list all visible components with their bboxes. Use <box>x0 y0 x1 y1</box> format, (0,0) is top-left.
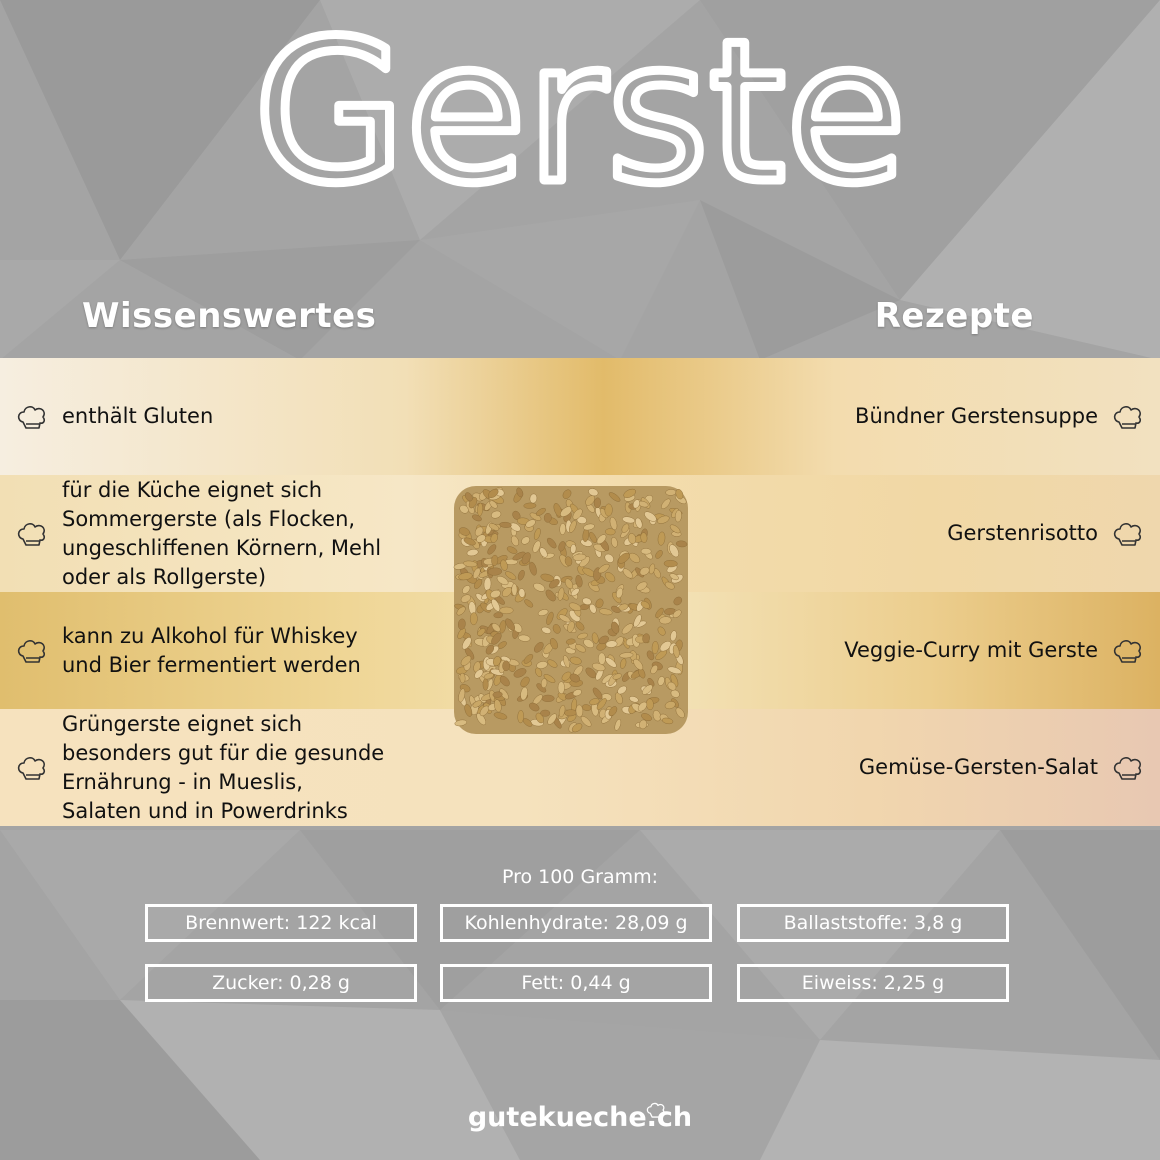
recipe-item-4[interactable] <box>859 709 1144 826</box>
fact-text: kann zu Alkohol für Whiskey und Bier fermentiert werden <box>62 623 361 677</box>
facts-heading: Wissenswertes <box>82 296 377 336</box>
recipe-label[interactable]: Gerstenrisotto <box>947 521 1098 545</box>
fact-item-2 <box>16 475 446 592</box>
chef-hat-icon <box>1112 637 1144 665</box>
title-text: Gerste <box>253 0 907 210</box>
nutrition-box-sugar: Zucker: 0,28 g <box>145 964 417 1002</box>
chef-hat-icon <box>16 637 48 665</box>
recipe-label[interactable]: Bündner Gerstensuppe <box>855 404 1098 428</box>
nutrition-box-energy: Brennwert: 122 kcal <box>145 904 417 942</box>
chef-hat-icon <box>1112 754 1144 782</box>
barley-grains-image <box>446 478 696 742</box>
recipe-label[interactable]: Gemüse-Gersten-Salat <box>858 755 1098 779</box>
chef-hat-icon <box>1112 403 1144 431</box>
recipe-item-2[interactable] <box>947 475 1144 592</box>
chef-hat-icon <box>16 754 48 782</box>
recipes-heading: Rezepte <box>874 296 1034 336</box>
recipe-item-3[interactable] <box>844 592 1144 709</box>
fact-item-1 <box>16 358 446 475</box>
recipe-item-1[interactable] <box>855 358 1144 475</box>
nutrition-box-fiber: Ballaststoffe: 3,8 g <box>737 904 1009 942</box>
fact-item-3 <box>16 592 446 709</box>
page-title <box>0 0 1160 210</box>
nutrition-box-fat: Fett: 0,44 g <box>440 964 712 1002</box>
chef-hat-icon <box>645 1101 667 1119</box>
chef-hat-icon <box>16 520 48 548</box>
chef-hat-icon <box>1112 520 1144 548</box>
site-logo[interactable]: gutekueche.ch <box>467 1102 693 1133</box>
fact-item-4 <box>16 709 446 826</box>
fact-text: enthält Gluten <box>62 404 214 428</box>
chef-hat-icon <box>16 403 48 431</box>
fact-text: Grüngerste eignet sich besonders gut für die gesunde Ernährung - in Mueslis, Salaten und in Powerdrinks <box>62 711 385 823</box>
fact-text: für die Küche eignet sich Sommergerste (als Flocken, ungeschliffenen Körnern, Mehl oder als Rollgerste) <box>62 477 382 589</box>
nutrition-box-protein: Eiweiss: 2,25 g <box>737 964 1009 1002</box>
nutrition-box-carbs: Kohlenhydrate: 28,09 g <box>440 904 712 942</box>
nutrition-label: Pro 100 Gramm: <box>501 866 659 888</box>
recipe-label[interactable]: Veggie-Curry mit Gerste <box>844 638 1098 662</box>
